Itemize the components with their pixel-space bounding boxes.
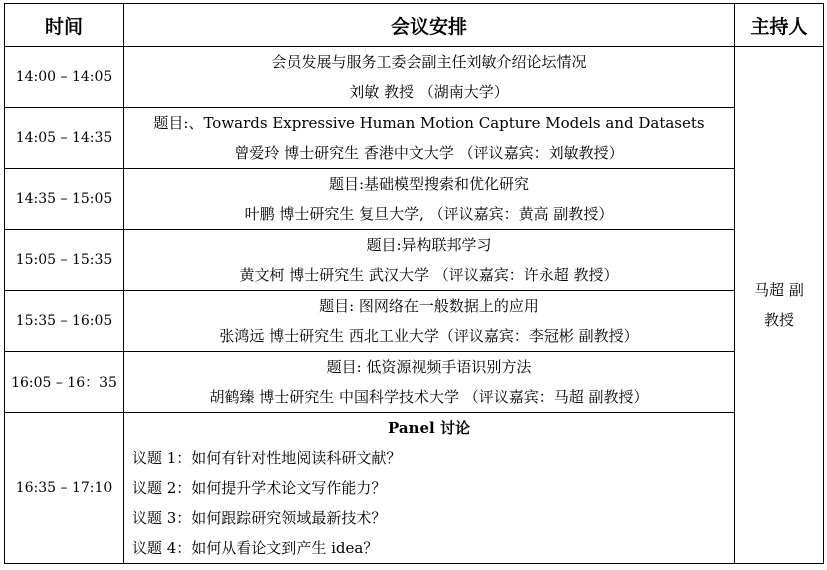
- agenda-cell: [124, 352, 735, 413]
- header-host: 主持人: [735, 4, 824, 47]
- agenda-line-1: 题目:异构联邦学习: [366, 236, 492, 254]
- schedule-table: [4, 3, 824, 564]
- table-row: [5, 352, 824, 413]
- agenda-line-2: 刘敏 教授 （湖南大学）: [349, 83, 509, 101]
- host-cell: [735, 47, 824, 564]
- agenda-line-2: 胡鹤臻 博士研究生 中国科学技术大学 （评议嘉宾：马超 副教授）: [209, 388, 649, 406]
- table-row: [5, 169, 824, 230]
- time-cell: 15:05 – 15:35: [5, 230, 124, 291]
- table-row: [5, 230, 824, 291]
- agenda-line-2: 黄文柯 博士研究生 武汉大学 （评议嘉宾：许永超 教授）: [239, 266, 619, 284]
- table-row: [5, 108, 824, 169]
- panel-topic: 议题 3：如何跟踪研究领域最新技术？: [132, 509, 387, 527]
- panel-cell: [124, 413, 735, 564]
- agenda-cell: [124, 47, 735, 108]
- time-cell: 14:35 – 15:05: [5, 169, 124, 230]
- panel-title: Panel 讨论: [388, 419, 470, 437]
- table-row: [5, 47, 824, 108]
- header-row: [5, 4, 824, 47]
- header-time: 时间: [5, 4, 124, 47]
- header-agenda: 会议安排: [124, 4, 735, 47]
- time-cell: 14:05 – 14:35: [5, 108, 124, 169]
- host-line-1: 马超 副: [754, 281, 804, 299]
- agenda-line-2: 张鸿远 博士研究生 西北工业大学（评议嘉宾：李冠彬 副教授）: [219, 327, 639, 345]
- agenda-cell: [124, 108, 735, 169]
- agenda-line-1: 题目: 图网络在一般数据上的应用: [319, 297, 539, 315]
- panel-topic: 议题 1：如何有针对性地阅读科研文献？: [132, 449, 402, 467]
- time-cell: 16:05 – 16：35: [5, 352, 124, 413]
- agenda-line-1: 题目:基础模型搜索和优化研究: [328, 175, 530, 193]
- panel-row: [5, 413, 824, 564]
- host-line-2: 教授: [763, 311, 794, 329]
- agenda-cell: [124, 169, 735, 230]
- agenda-cell: [124, 291, 735, 352]
- agenda-line-1: 会员发展与服务工委会副主任刘敏介绍论坛情况: [271, 53, 587, 71]
- panel-topic: 议题 2：如何提升学术论文写作能力？: [132, 479, 387, 497]
- agenda-line-2: 叶鹏 博士研究生 复旦大学, （评议嘉宾：黄高 副教授）: [244, 205, 614, 223]
- time-cell: 16:35 – 17:10: [5, 413, 124, 564]
- panel-topic: 议题 4：如何从看论文到产生 idea？: [132, 539, 379, 557]
- table-row: [5, 291, 824, 352]
- agenda-line-1: 题目: 低资源视频手语识别方法: [326, 358, 532, 376]
- time-cell: 15:35 – 16:05: [5, 291, 124, 352]
- agenda-line-1: 题目:、Towards Expressive Human Motion Capture Models and Datasets: [153, 114, 705, 132]
- time-cell: 14:00 – 14:05: [5, 47, 124, 108]
- agenda-cell: [124, 230, 735, 291]
- agenda-line-2: 曾爱玲 博士研究生 香港中文大学 （评议嘉宾：刘敏教授）: [234, 144, 624, 162]
